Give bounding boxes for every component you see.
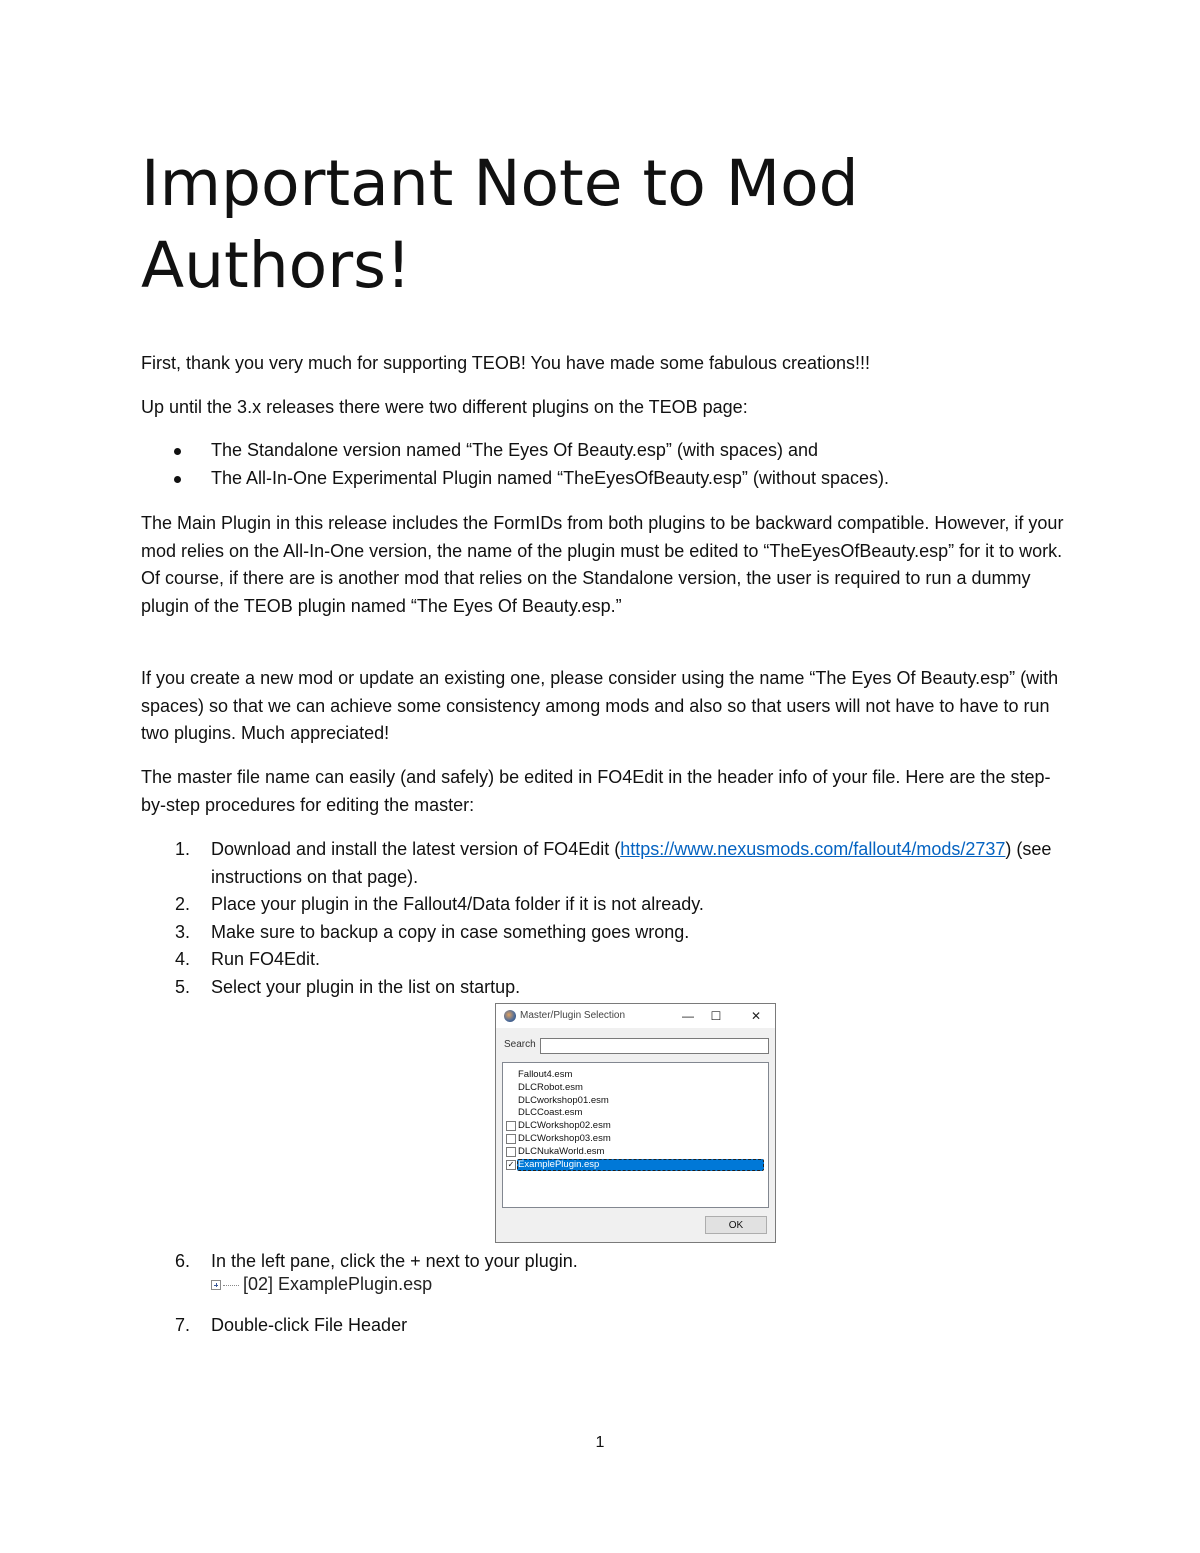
list-item bbox=[141, 1312, 1066, 1340]
step-number: 5. bbox=[175, 976, 191, 997]
step-number: 6. bbox=[175, 1251, 191, 1271]
list-item bbox=[141, 919, 1066, 947]
paragraph-new-mod: If you create a new mod or update an existing one, please consider using the name “The Eyes Of Beauty.esp” (with spaces) so that we can achieve some consistency among mods and also so that users will not have to have to run two plugins. Much appreciated! bbox=[141, 668, 1059, 743]
plugin-list[interactable] bbox=[502, 1062, 769, 1208]
step-number: 7. bbox=[175, 1315, 191, 1335]
app-icon bbox=[504, 1010, 516, 1022]
paragraph-master-file: The master file name can easily (and safely) be edited in FO4Edit in the header info of your file. Here are the step-by-step procedures for editing the master: bbox=[141, 767, 1051, 815]
plus-box-icon[interactable] bbox=[211, 1280, 221, 1290]
plugin-list-row[interactable] bbox=[503, 1120, 768, 1132]
minimize-button[interactable]: — bbox=[682, 1009, 694, 1023]
nexus-link[interactable]: https://www.nexusmods.com/fallout4/mods/2737 bbox=[620, 839, 1006, 859]
plugin-name: Fallout4.esm bbox=[518, 1069, 573, 1080]
page-number: 1 bbox=[595, 1434, 605, 1451]
step-text: Place your plugin in the Fallout4/Data folder if it is not already. bbox=[211, 894, 704, 914]
dialog-title: Master/Plugin Selection bbox=[520, 1010, 626, 1021]
close-button[interactable]: ✕ bbox=[750, 1009, 762, 1023]
plugin-name: DLCWorkshop02.esm bbox=[518, 1120, 611, 1132]
list-item bbox=[141, 891, 1066, 919]
paragraph-intro: Up until the 3.x releases there were two different plugins on the TEOB page: bbox=[141, 397, 748, 417]
search-input[interactable] bbox=[540, 1038, 769, 1054]
plugin-name: DLCRobot.esm bbox=[518, 1081, 583, 1093]
step-text: Download and install the latest version of FO4Edit ( bbox=[211, 839, 621, 859]
plugin-list-row[interactable] bbox=[503, 1069, 768, 1081]
bullet-icon bbox=[174, 448, 181, 455]
list-item bbox=[141, 437, 1066, 465]
bullet-text: The All-In-One Experimental Plugin named “TheEyesOfBeauty.esp” (without spaces). bbox=[211, 467, 889, 488]
maximize-button[interactable]: ☐ bbox=[710, 1009, 722, 1023]
steps-list-a bbox=[141, 836, 1066, 1001]
checked-checkbox[interactable]: ✓ bbox=[507, 1159, 515, 1169]
bullet-text: The Standalone version named “The Eyes Of Beauty.esp” (with spaces) and bbox=[211, 440, 818, 460]
search-label: Search bbox=[504, 1039, 536, 1050]
plugin-name: DLCCoast.esm bbox=[518, 1107, 583, 1119]
checkbox[interactable] bbox=[506, 1121, 516, 1131]
paragraph-main-plugin: The Main Plugin in this release includes the FormIDs from both plugins to be backward compatible. However, if your mod relies on the All-In-One version, the name of the plugin must be edited to “TheEyesOfBeauty.esp” for it to work. Of course, if there are is another mod that relies on the Standalone version, the user is required to run a dummy plugin of the TEOB plugin named “The Eyes Of Beauty.esp.” bbox=[141, 513, 1064, 616]
list-item bbox=[141, 1248, 1066, 1276]
tree-node-label: [02] ExamplePlugin.esp bbox=[243, 1274, 433, 1294]
plugin-name: ExamplePlugin.esp bbox=[518, 1158, 600, 1170]
plugin-name: DLCWorkshop03.esm bbox=[518, 1133, 611, 1144]
ok-button[interactable]: OK bbox=[705, 1216, 767, 1234]
step-number: 2. bbox=[175, 894, 191, 914]
steps-list-b bbox=[141, 1248, 1066, 1276]
checkbox[interactable] bbox=[506, 1147, 516, 1157]
list-item bbox=[141, 465, 1066, 493]
plugin-list-row[interactable] bbox=[503, 1146, 768, 1158]
step-text: Run FO4Edit. bbox=[211, 949, 321, 969]
plugin-list-row[interactable] bbox=[503, 1082, 768, 1094]
page-title: Important Note to Mod Authors! bbox=[141, 147, 859, 302]
tree-connector bbox=[223, 1285, 239, 1286]
dialog-titlebar bbox=[496, 1004, 775, 1028]
bullet-icon bbox=[174, 476, 181, 483]
step-number: 3. bbox=[175, 921, 191, 942]
step-number: 1. bbox=[175, 839, 191, 859]
plugin-list-row[interactable] bbox=[503, 1159, 768, 1171]
checkbox[interactable] bbox=[506, 1134, 516, 1144]
paragraph-thanks: First, thank you very much for supporting TEOB! You have made some fabulous creations!!! bbox=[141, 353, 871, 373]
plugin-list-row[interactable] bbox=[503, 1107, 768, 1119]
plugin-list-row[interactable] bbox=[503, 1095, 768, 1107]
plugin-name: DLCNukaWorld.esm bbox=[518, 1145, 605, 1157]
step-text: Select your plugin in the list on startup. bbox=[211, 976, 521, 997]
step-text: Double-click File Header bbox=[211, 1315, 408, 1335]
step-text: ) (see instructions on that page). bbox=[211, 839, 1052, 887]
list-item bbox=[141, 836, 1066, 891]
step-text: In the left pane, click the + next to your plugin. bbox=[211, 1251, 578, 1271]
steps-list-c bbox=[141, 1312, 1066, 1340]
plugin-list-row[interactable] bbox=[503, 1133, 768, 1145]
plugin-bullet-list bbox=[141, 437, 1066, 492]
search-row bbox=[502, 1038, 769, 1054]
step-text: Make sure to backup a copy in case something goes wrong. bbox=[211, 921, 690, 942]
list-item bbox=[141, 946, 1066, 974]
step-number: 4. bbox=[175, 949, 191, 969]
plugin-name: DLCworkshop01.esm bbox=[518, 1094, 609, 1106]
plugin-selection-dialog bbox=[495, 1003, 776, 1243]
list-item bbox=[141, 974, 1066, 1002]
